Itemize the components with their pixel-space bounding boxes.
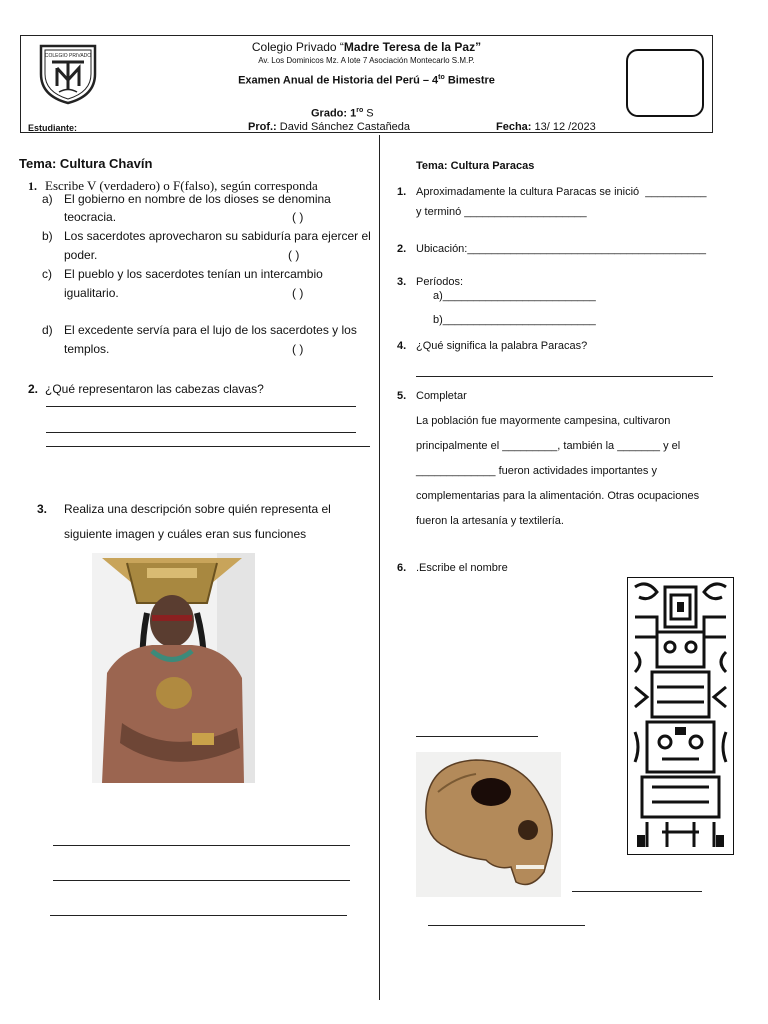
answer-line[interactable] bbox=[416, 376, 713, 377]
item-d-answer-box[interactable]: ( ) bbox=[292, 342, 304, 356]
answer-line[interactable] bbox=[50, 915, 347, 916]
item-b-line1: Los sacerdotes aprovecharon su sabiduría para ejercer el bbox=[64, 229, 371, 243]
item-c-answer-box[interactable]: ( ) bbox=[292, 286, 304, 300]
question-1-text: Escribe V (verdadero) o F(falso), según corresponda bbox=[45, 178, 318, 193]
paracas-q2-number: 2. bbox=[397, 243, 407, 255]
paracas-q6-number: 6. bbox=[397, 562, 407, 574]
item-c-line2: igualitario. bbox=[64, 286, 119, 300]
answer-line[interactable] bbox=[46, 446, 370, 447]
paracas-q4-number: 4. bbox=[397, 340, 407, 352]
question-1-number: 1. bbox=[28, 179, 37, 193]
item-b-answer-box[interactable]: ( ) bbox=[288, 248, 300, 262]
item-b-line2: poder. bbox=[64, 248, 98, 262]
question-3-line2: siguiente imagen y cuáles eran sus funciones bbox=[64, 527, 307, 541]
student-label: Estudiante: bbox=[28, 123, 78, 133]
completion-line-2[interactable]: principalmente el _________, también la _______ y el bbox=[416, 440, 681, 452]
paracas-q5-text: Completar bbox=[416, 390, 467, 402]
paracas-q1-number: 1. bbox=[397, 186, 407, 198]
grade-score-box[interactable] bbox=[626, 49, 704, 117]
item-d-line1: El excedente servía para el lujo de los sacerdotes y los bbox=[64, 323, 357, 337]
item-c-line1: El pueblo y los sacerdotes tenían un intercambio bbox=[64, 267, 323, 281]
paracas-q2-text[interactable]: Ubicación:_______________________________________ bbox=[416, 243, 706, 255]
date-line: Fecha: 13/ 12 /2023 bbox=[496, 121, 596, 133]
professor-line: Prof.: David Sánchez Castañeda bbox=[248, 121, 411, 133]
skull-photo bbox=[416, 752, 561, 897]
chavin-stela-drawing bbox=[627, 577, 734, 855]
right-topic-title: Tema: Cultura Paracas bbox=[416, 160, 535, 172]
completion-line-3[interactable]: _____________ fueron actividades importantes y bbox=[416, 465, 657, 477]
item-a-answer-box[interactable]: ( ) bbox=[292, 210, 304, 224]
item-a-line2: teocracia. bbox=[64, 210, 117, 224]
answer-line[interactable] bbox=[416, 736, 538, 737]
item-b-letter: b) bbox=[42, 229, 53, 243]
item-d-line2: templos. bbox=[64, 342, 110, 356]
school-address: Av. Los Dominicos Mz. A lote 7 Asociación Montecarlo S.M.P. bbox=[258, 56, 475, 65]
completion-line-1: La población fue mayormente campesina, cultivaron bbox=[416, 415, 671, 427]
grade-label: Grado: $1^{ro}$ S bbox=[311, 107, 374, 120]
answer-line[interactable] bbox=[428, 925, 585, 926]
paracas-q4-text: ¿Qué significa la palabra Paracas? bbox=[416, 340, 588, 352]
answer-line[interactable] bbox=[46, 406, 356, 407]
question-2-number: 2. bbox=[28, 382, 39, 396]
column-divider bbox=[379, 135, 380, 1000]
period-a[interactable]: a)_________________________ bbox=[433, 290, 596, 302]
exam-title: Examen Anual de Historia del Perú – $4^{to}$ Bimestre bbox=[238, 74, 495, 87]
answer-line[interactable] bbox=[53, 845, 350, 846]
paracas-q3-text: Períodos: bbox=[416, 276, 464, 288]
period-b[interactable]: b)_________________________ bbox=[433, 314, 596, 326]
question-3-line1: Realiza una descripción sobre quién representa el bbox=[64, 502, 331, 516]
answer-line[interactable] bbox=[46, 432, 356, 433]
school-name-line: Colegio Privado “Madre Teresa de la Paz” bbox=[251, 40, 482, 54]
answer-line[interactable] bbox=[53, 880, 350, 881]
question-2-text: ¿Qué representaron las cabezas clavas? bbox=[45, 382, 264, 396]
paracas-q6-text: .Escribe el nombre bbox=[416, 562, 508, 574]
answer-line[interactable] bbox=[572, 891, 702, 892]
item-a-letter: a) bbox=[42, 192, 53, 206]
left-topic-title: Tema: Cultura Chavín bbox=[19, 156, 153, 171]
completion-line-5: fueron la artesanía y textilería. bbox=[416, 515, 564, 527]
question-3-number: 3. bbox=[37, 502, 48, 516]
completion-line-4: complementarias para la alimentación. Otras ocupaciones bbox=[416, 490, 700, 502]
paracas-q5-number: 5. bbox=[397, 390, 407, 402]
item-d-letter: d) bbox=[42, 323, 53, 337]
svg-text:COLEGIO PRIVADO: COLEGIO PRIVADO bbox=[44, 53, 92, 59]
paracas-q1-line2[interactable]: y terminó ____________________ bbox=[416, 206, 587, 218]
priest-photo bbox=[92, 553, 255, 783]
paracas-q3-number: 3. bbox=[397, 276, 407, 288]
item-c-letter: c) bbox=[42, 267, 52, 281]
paracas-q1-line1[interactable]: Aproximadamente la cultura Paracas se inició __________ bbox=[416, 186, 707, 198]
item-a-line1: El gobierno en nombre de los dioses se denomina bbox=[64, 192, 331, 206]
